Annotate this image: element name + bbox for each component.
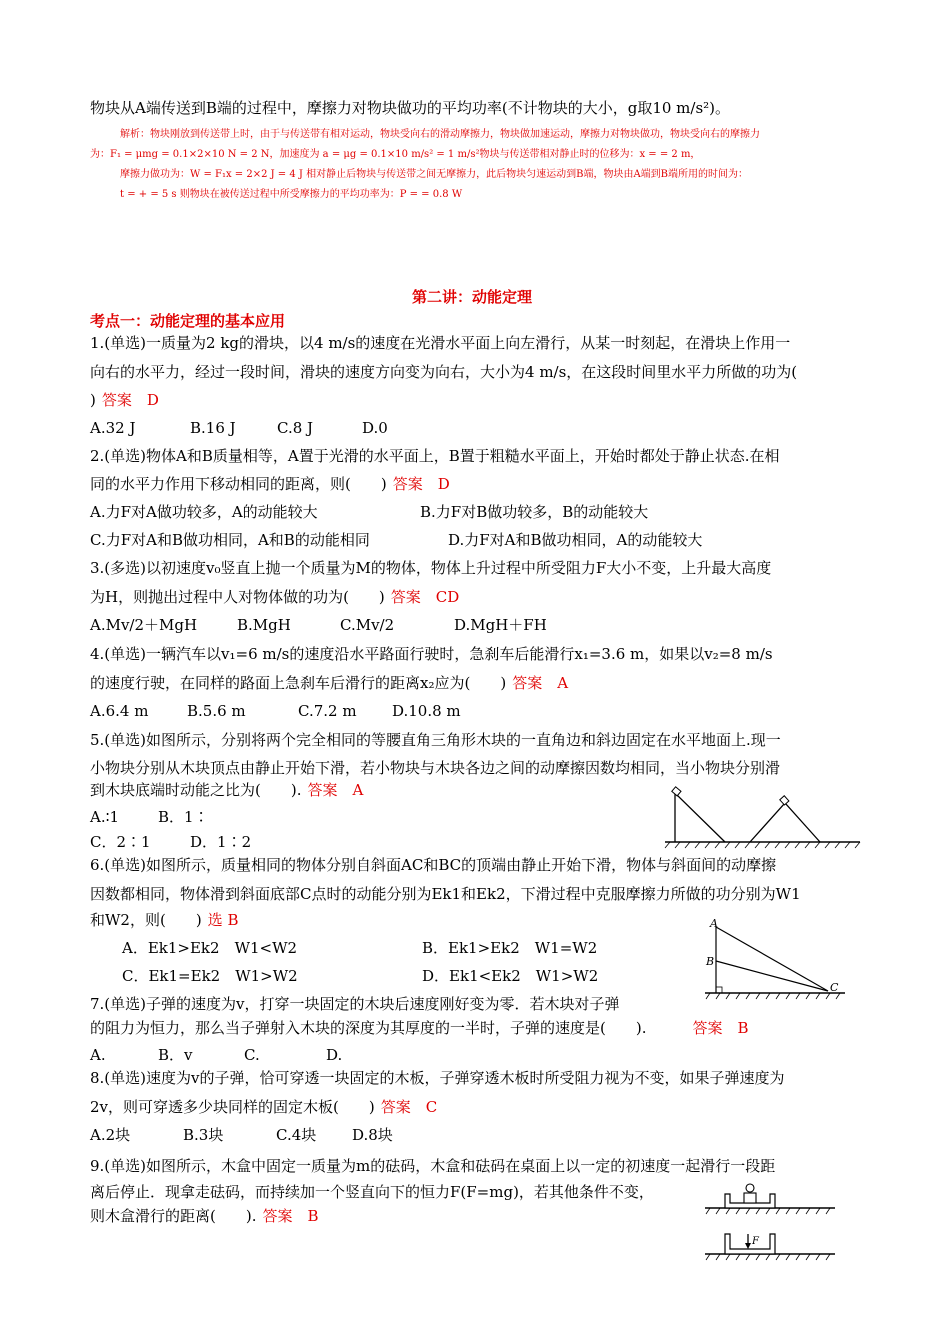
- q4-answer: 答案 A: [512, 674, 569, 692]
- q8-option-b: B.3块: [183, 1126, 224, 1144]
- q6-figure-inclines: [700, 915, 850, 1003]
- solution-line-4: t = + = 5 s 则物块在被传送过程中所受摩擦力的平均功率为：P = = 0.8 W: [120, 189, 463, 200]
- q8-line-2: [90, 1097, 437, 1117]
- q5-line-2: 小物块分别从木块顶点由静止开始下滑，若小物块与木块各边之间的动摩擦因数均相同，当小物块分别滑: [90, 759, 781, 777]
- q9-stem: 则木盒滑行的距离( ).: [90, 1207, 257, 1225]
- q6-line-1: 6.(单选)如图所示，质量相同的物体分别自斜面AC和BC的顶端由静止开始下滑，物体与斜面间的动摩擦: [90, 856, 777, 874]
- q2-stem: 同的水平力作用下移动相同的距离，则( ): [90, 475, 387, 493]
- q7-option-a: A.: [90, 1046, 106, 1064]
- q6-stem: 和W2，则( ): [90, 911, 202, 929]
- q3-answer: 答案 CD: [390, 588, 460, 606]
- q5-line-1: 5.(单选)如图所示，分别将两个完全相同的等腰直角三角形木块的一直角边和斜边固定在水平地面上.现一: [90, 731, 781, 749]
- q5-option-c: C．2∶1: [90, 833, 151, 851]
- q5-line-3: [90, 780, 363, 800]
- solution-line-1: 解析：物块刚放到传送带上时，由于与传送带有相对运动，物块受向右的滑动摩擦力，物块做加速运动，摩擦力对物块做功，物块受向右的摩擦力: [120, 129, 760, 140]
- q6-answer: 选 B: [207, 911, 239, 929]
- q8-stem: 2v，则可穿透多少块同样的固定木板( ): [90, 1098, 375, 1116]
- q8-answer: 答案 C: [380, 1098, 438, 1116]
- q7-answer: 答案 B: [692, 1019, 749, 1037]
- q5-option-d: D．1∶2: [190, 833, 252, 851]
- q9-answer: 答案 B: [262, 1207, 319, 1225]
- q8-option-c: C.4块: [276, 1126, 317, 1144]
- q9-force-label: F: [752, 1236, 759, 1247]
- q1-option-d: D.0: [362, 419, 388, 437]
- q4-option-b: B.5.6 m: [187, 702, 246, 720]
- q1-answer: 答案 D: [101, 391, 159, 409]
- q8-option-a: A.2块: [90, 1126, 131, 1144]
- q6-label-c: C: [830, 981, 839, 994]
- q7-line-1: 7.(单选)子弹的速度为v，打穿一块固定的木块后速度刚好变为零．若木块对子弹: [90, 995, 620, 1013]
- q2-option-c: C.力F对A和B做功相同，A和B的动能相同: [90, 531, 370, 549]
- q6-option-b: B．Ek1>Ek2 W1=W2: [422, 939, 598, 957]
- q6-option-d: D．Ek1<Ek2 W1>W2: [422, 967, 599, 985]
- lecture-title: 第二讲：动能定理: [412, 288, 533, 306]
- q6-option-a: A．Ek1>Ek2 W1<W2: [122, 939, 298, 957]
- q5-answer: 答案 A: [307, 781, 364, 799]
- q9-line-3: [90, 1206, 319, 1226]
- q6-option-c: C．Ek1=Ek2 W1>W2: [122, 967, 298, 985]
- q6-label-b: B: [706, 955, 715, 968]
- q3-option-b: B.MgH: [237, 616, 291, 634]
- q6-line-3: [90, 910, 238, 930]
- q1-option-c: C.8 J: [277, 419, 314, 437]
- topic-heading: 考点一：动能定理的基本应用: [90, 312, 286, 330]
- q7-option-d: D.: [326, 1046, 343, 1064]
- solution-line-2: 为：F₁ = μmg = 0.1×2×10 N = 2 N，加速度为 a = μg = 0.1×10 m/s² = 1 m/s²物块与传送带相对静止时的位移为：x = = 2 m，: [90, 149, 701, 160]
- q6-line-2: 因数都相同，物体滑到斜面底部C点时的动能分别为Ek1和Ek2，下滑过程中克服摩擦力所做的功分别为W1: [90, 885, 801, 903]
- q2-option-a: A.力F对A做功较多，A的动能较大: [90, 503, 318, 521]
- q4-line-1: 4.(单选)一辆汽车以v₁=6 m/s的速度沿水平路面行驶时，急刹车后能滑行x₁=3.6 m，如果以v₂=8 m/s: [90, 645, 773, 663]
- q3-option-a: A.Mv/2＋MgH: [90, 616, 198, 634]
- q9-line-1: 9.(单选)如图所示，木盒中固定一质量为m的砝码，木盒和砝码在桌面上以一定的初速度一起滑行一段距: [90, 1157, 776, 1175]
- q1-option-a: A.32 J: [90, 419, 136, 437]
- q7-option-c: C.: [244, 1046, 260, 1064]
- q4-stem: 的速度行驶，在同样的路面上急刹车后滑行的距离x₂应为( ): [90, 674, 507, 692]
- q9-figure-box-with-force: [700, 1228, 840, 1263]
- q2-option-d: D.力F对A和B做功相同，A的动能较大: [448, 531, 703, 549]
- q7-option-b: B．v: [158, 1046, 193, 1064]
- q8-line-1: 8.(单选)速度为v的子弹，恰可穿透一块固定的木板，子弹穿透木板时所受阻力视为不变，如果子弹速度为: [90, 1069, 785, 1087]
- q5-stem: 到木块底端时动能之比为( ).: [90, 781, 302, 799]
- q3-option-d: D.MgH＋FH: [454, 616, 547, 634]
- intro-line: 物块从A端传送到B端的过程中，摩擦力对物块做功的平均功率(不计物块的大小，g取10 m/s²)。: [90, 99, 731, 117]
- q9-figure-box-with-weight: [700, 1180, 840, 1215]
- q1-line-3: [90, 390, 159, 410]
- q8-option-d: D.8块: [352, 1126, 393, 1144]
- q3-option-c: C.Mv/2: [340, 616, 395, 634]
- q2-answer: 答案 D: [392, 475, 450, 493]
- q5-figure-triangles: [660, 785, 865, 850]
- q9-line-2: 离后停止．现拿走砝码，而持续加一个竖直向下的恒力F(F=mg)，若其他条件不变，: [90, 1183, 654, 1201]
- q4-option-a: A.6.4 m: [90, 702, 149, 720]
- q1-line-2: 向右的水平力，经过一段时间，滑块的速度方向变为向右，大小为4 m/s，在这段时间里水平力所做的功为(: [90, 363, 798, 381]
- q1-paren: ): [90, 391, 96, 409]
- q3-line-1: 3.(多选)以初速度v₀竖直上抛一个质量为M的物体，物体上升过程中所受阻力F大小不变，上升最大高度: [90, 559, 772, 577]
- q5-option-a: A.∶1: [90, 808, 120, 826]
- q2-line-2: [90, 474, 450, 494]
- q2-line-1: 2.(单选)物体A和B质量相等，A置于光滑的水平面上，B置于粗糙水平面上，开始时都处于静止状态.在相: [90, 447, 780, 465]
- q1-line-1: 1.(单选)一质量为2 kg的滑块，以4 m/s的速度在光滑水平面上向左滑行，从某一时刻起，在滑块上作用一: [90, 334, 791, 352]
- q3-stem: 为H，则抛出过程中人对物体做的功为( ): [90, 588, 385, 606]
- q5-option-b: B．1∶: [158, 808, 209, 826]
- q3-line-2: [90, 587, 459, 607]
- q6-label-a: A: [710, 917, 718, 930]
- q2-option-b: B.力F对B做功较多，B的动能较大: [420, 503, 649, 521]
- q7-line-2: [90, 1018, 749, 1038]
- q7-stem: 的阻力为恒力，那么当子弹射入木块的深度为其厚度的一半时，子弹的速度是( ).: [90, 1019, 647, 1037]
- q4-option-c: C.7.2 m: [298, 702, 357, 720]
- solution-line-3: 摩擦力做功为：W = F₁x = 2×2 J = 4 J 相对静止后物块与传送带之间无摩擦力，此后物块匀速运动到B端，物块由A端到B端所用的时间为：: [120, 169, 749, 180]
- q4-option-d: D.10.8 m: [392, 702, 461, 720]
- q4-line-2: [90, 673, 568, 693]
- q1-option-b: B.16 J: [190, 419, 236, 437]
